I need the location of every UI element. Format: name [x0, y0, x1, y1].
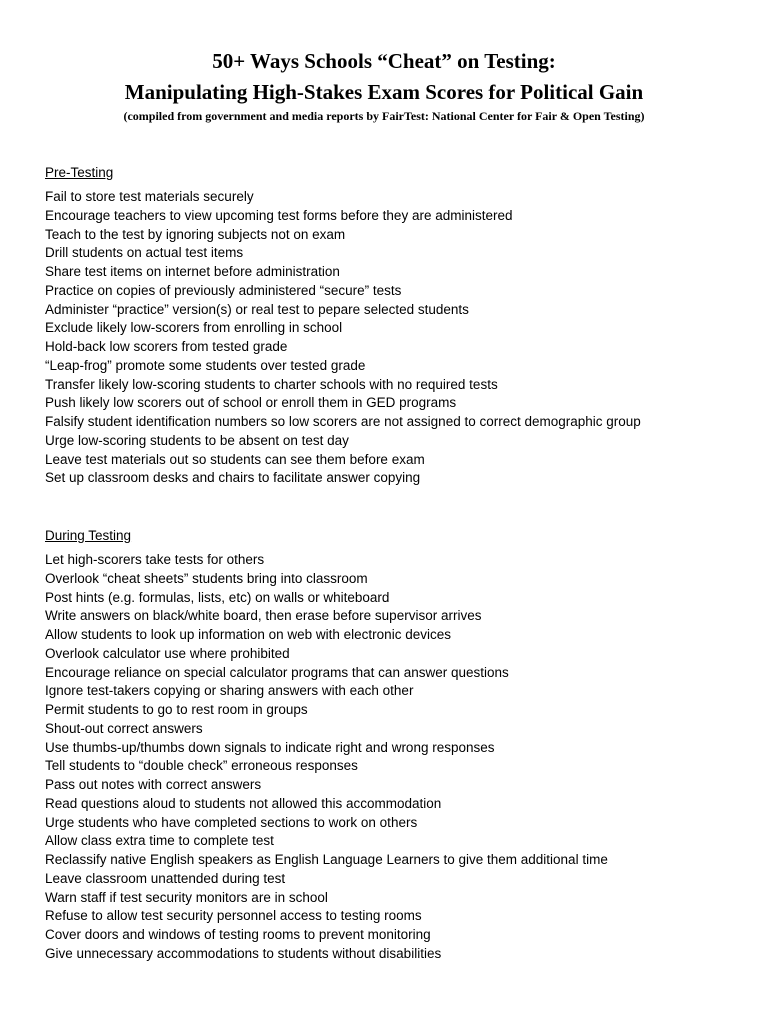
list-item: Encourage reliance on special calculator programs that can answer questions	[45, 664, 509, 680]
list-item: Tell students to “double check” erroneous responses	[45, 758, 358, 774]
list-item: Encourage teachers to view upcoming test forms before they are administered	[45, 207, 513, 223]
list-item: Ignore test-takers copying or sharing answers with each other	[45, 683, 414, 699]
list-item: Cover doors and windows of testing rooms to prevent monitoring	[45, 927, 431, 942]
page-title: 50+ Ways Schools “Cheat” on Testing:	[212, 49, 556, 73]
list-item: Overlook “cheat sheets” students bring into classroom	[45, 570, 368, 586]
list-item: Pass out notes with correct answers	[45, 777, 262, 792]
pre-testing-list	[45, 188, 745, 488]
list-item: Hold-back low scorers from tested grade	[45, 339, 288, 354]
list-item: Exclude likely low-scorers from enrolling in school	[45, 320, 343, 336]
list-item: Use thumbs-up/thumbs down signals to indicate right and wrong responses	[45, 739, 495, 755]
list-item: Permit students to go to rest room in groups	[45, 702, 308, 717]
list-item: Allow class extra time to complete test	[45, 833, 274, 849]
list-item: Fail to store test materials securely	[45, 189, 254, 204]
during-testing-section	[45, 527, 745, 964]
list-item: Set up classroom desks and chairs to facilitate answer copying	[45, 470, 421, 486]
list-item: Overlook calculator use where prohibited	[45, 645, 290, 661]
list-item: Warn staff if test security monitors are in school	[45, 889, 328, 905]
page-subtitle-title: Manipulating High-Stakes Exam Scores for Political Gain	[124, 80, 644, 104]
list-item: Urge students who have completed sections to work on others	[45, 814, 418, 830]
list-item: Give unnecessary accommodations to students without disabilities	[45, 945, 442, 961]
list-item: Urge low-scoring students to be absent on test day	[45, 432, 349, 448]
list-item: Allow students to look up information on web with electronic devices	[45, 627, 451, 642]
list-item: Refuse to allow test security personnel access to testing rooms	[45, 908, 422, 924]
list-item: Leave test materials out so students can see them before exam	[45, 451, 425, 467]
list-item: “Leap-frog” promote some students over tested grade	[45, 357, 366, 373]
list-item: Teach to the test by ignoring subjects not on exam	[45, 226, 346, 242]
during-testing-list	[45, 551, 745, 964]
list-item: Shout-out correct answers	[45, 720, 203, 736]
during-testing-heading: During Testing	[45, 528, 132, 543]
pre-testing-heading: Pre-Testing	[45, 165, 114, 180]
list-item: Administer “practice” version(s) or real test to pepare selected students	[45, 301, 469, 317]
list-item: Let high-scorers take tests for others	[45, 552, 265, 567]
source-note: (compiled from government and media reports by FairTest: National Center for Fair & Open Testing)	[123, 109, 645, 123]
list-item: Falsify student identification numbers so low scorers are not assigned to correct demographic group	[45, 414, 641, 429]
pre-testing-section	[45, 164, 745, 488]
list-item: Leave classroom unattended during test	[45, 870, 286, 886]
list-item: Practice on copies of previously administered “secure” tests	[45, 282, 402, 298]
list-item: Push likely low scorers out of school or enroll them in GED programs	[45, 395, 457, 411]
list-item: Share test items on internet before administration	[45, 264, 340, 279]
list-item: Post hints (e.g. formulas, lists, etc) on walls or whiteboard	[45, 589, 390, 605]
list-item: Drill students on actual test items	[45, 245, 244, 261]
list-item: Transfer likely low-scoring students to charter schools with no required tests	[45, 376, 498, 392]
list-item: Write answers on black/white board, then erase before supervisor arrives	[45, 608, 482, 624]
list-item: Reclassify native English speakers as English Language Learners to give them additional time	[45, 852, 608, 867]
list-item: Read questions aloud to students not allowed this accommodation	[45, 795, 442, 811]
